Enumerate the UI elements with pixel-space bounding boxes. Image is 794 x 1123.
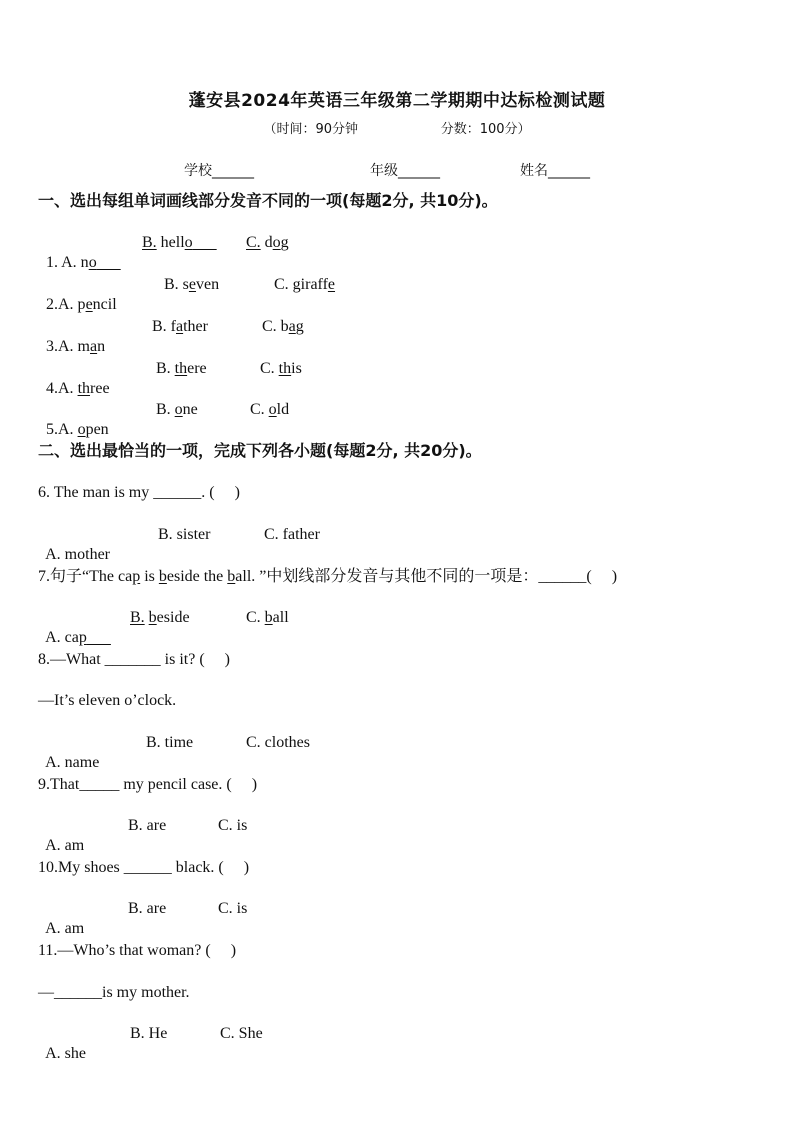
- q8-option-b[interactable]: B. time: [146, 734, 194, 751]
- q11-option-c[interactable]: C. She: [220, 1025, 263, 1042]
- q10-option-a[interactable]: A. am: [45, 920, 85, 937]
- q7-option-a[interactable]: A. cap: [45, 629, 87, 646]
- q3-option-b[interactable]: B. father: [152, 318, 208, 335]
- q6-stem: 6. The man is my ______. ( ): [38, 484, 240, 501]
- q8-option-c[interactable]: C. clothes: [246, 734, 310, 751]
- school-field[interactable]: 学校______: [184, 163, 254, 179]
- question-11-options: [38, 1024, 263, 1104]
- q5-option-b[interactable]: B. one: [156, 401, 198, 418]
- q1-option-b[interactable]: B. hello: [142, 234, 193, 251]
- q4-option-b[interactable]: B. there: [156, 360, 207, 377]
- name-field[interactable]: 姓名______: [520, 163, 590, 179]
- q1-number: 1.: [46, 254, 62, 271]
- q7-option-b[interactable]: B. beside: [130, 609, 190, 626]
- time-label: （时间：90分钟: [263, 122, 359, 137]
- grade-field[interactable]: 年级______: [370, 163, 440, 179]
- score-label: 分数：100分）: [440, 122, 531, 137]
- q2-option-a[interactable]: 2.A. pencil: [46, 296, 117, 313]
- q4-option-c[interactable]: C. this: [260, 360, 302, 377]
- q6-option-a[interactable]: A. mother: [45, 546, 110, 563]
- q6-option-b[interactable]: B. sister: [158, 526, 211, 543]
- q7-option-c[interactable]: C. ball: [246, 609, 289, 626]
- q9-option-c[interactable]: C. is: [218, 817, 248, 834]
- page-title: 蓬安县2024年英语三年级第二学期期中达标检测试题: [188, 91, 606, 111]
- question-6-options: [38, 525, 320, 605]
- section2-heading: 二、选出最恰当的一项，完成下列各小题(每题2分, 共20分)。: [38, 441, 482, 460]
- q3-option-c[interactable]: C. bag: [262, 318, 304, 335]
- q9-option-a[interactable]: A. am: [45, 837, 85, 854]
- q5-option-c[interactable]: C. old: [250, 401, 290, 418]
- q11-option-b[interactable]: B. He: [130, 1025, 168, 1042]
- q1-option-a[interactable]: A. no: [61, 254, 97, 271]
- q8-stem: 8.—What _______ is it? ( ): [38, 651, 230, 668]
- q9-stem: 9.That_____ my pencil case. ( ): [38, 776, 258, 793]
- q11-stem: 11.—Who’s that woman? ( ): [38, 942, 237, 959]
- q6-option-c[interactable]: C. father: [264, 526, 320, 543]
- exam-info: [0, 118, 794, 137]
- q3-option-a[interactable]: 3.A. man: [46, 338, 106, 355]
- q11-option-a[interactable]: A. she: [45, 1045, 87, 1062]
- q1-option-c[interactable]: C. dog: [246, 234, 289, 251]
- section1-heading: 一、选出每组单词画线部分发音不同的一项(每题2分, 共10分)。: [38, 191, 498, 210]
- q4-option-a[interactable]: 4.A. three: [46, 380, 110, 397]
- q10-option-b[interactable]: B. are: [128, 900, 167, 917]
- q10-option-c[interactable]: C. is: [218, 900, 248, 917]
- q7-stem: 7.句子“The cap is beside the ball. ”中划线部分发音与其他不同的一项是：______( ): [38, 568, 618, 585]
- q11-stem-answer: —______is my mother.: [38, 984, 190, 1001]
- q10-stem: 10.My shoes ______ black. ( ): [38, 859, 250, 876]
- q5-option-a[interactable]: 5.A. open: [46, 421, 109, 438]
- q8-stem-answer: —It’s eleven o’clock.: [38, 692, 177, 709]
- q2-option-b[interactable]: B. seven: [164, 276, 220, 293]
- q9-option-b[interactable]: B. are: [128, 817, 167, 834]
- q8-option-a[interactable]: A. name: [45, 754, 100, 771]
- q2-option-c[interactable]: C. giraffe: [274, 276, 336, 293]
